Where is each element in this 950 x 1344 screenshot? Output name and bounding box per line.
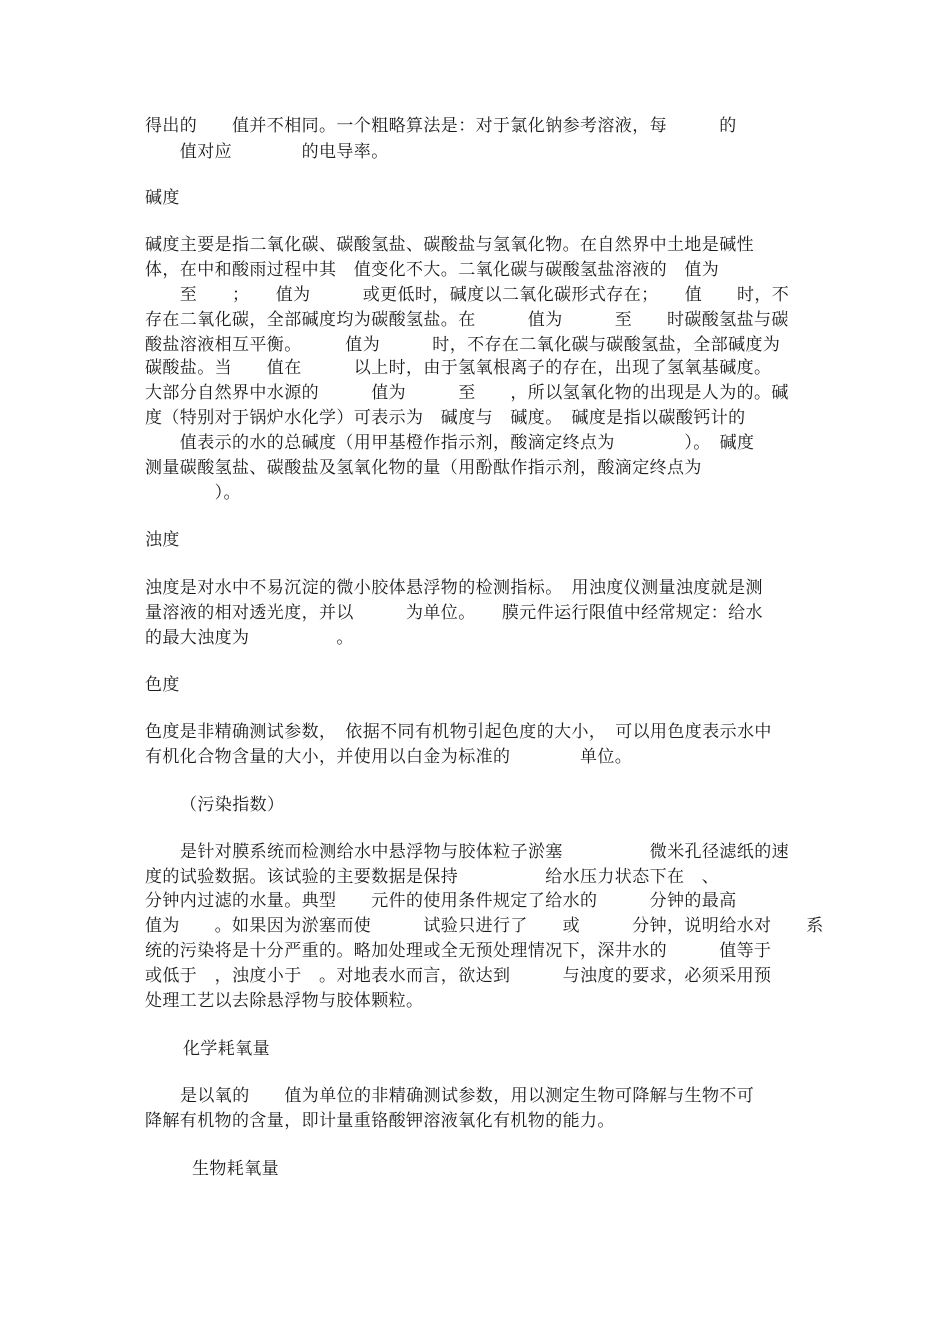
text-line: 处理工艺以去除悬浮物与胶体颗粒。 [145,991,424,1011]
text-line: 存在二氧化碳，全部碱度均为碳酸氢盐。在 值为 至 时碳酸氢盐与碳 [145,310,789,330]
text-line: 浊度是对水中不易沉淀的微小胶体悬浮物的检测指标。 用浊度仪测量浊度就是测 [145,578,763,598]
section-heading-color: 色度 [145,675,180,695]
section-heading-turbidity: 浊度 [145,530,180,550]
text-line: 测量碳酸氢盐、碳酸盐及氢氧化物的量（用酚酞作指示剂，酸滴定终点为 [145,458,702,478]
text-line: 值对应 的电导率。 [145,142,389,162]
section-heading-alkalinity: 碱度 [145,188,180,208]
text-line: 统的污染将是十分严重的。略加处理或全无预处理情况下，深井水的 值等于 [145,941,772,961]
text-line: 值表示的水的总碱度（用甲基橙作指示剂，酸滴定终点为 ）。 碱度 [145,433,755,453]
text-line: 值为 。如果因为淤塞而使 试验只进行了 或 分钟，说明给水对 系 [145,916,824,936]
text-line: 是以氧的 值为单位的非精确测试参数，用以测定生物可降解与生物不可 [180,1086,755,1106]
text-line: 量溶液的相对透光度，并以 为单位。 膜元件运行限值中经常规定：给水 [145,603,763,623]
text-line: 色度是非精确测试参数， 依据不同有机物引起色度的大小， 可以用色度表示水中 [145,722,772,742]
text-line: 或低于 ，浊度小于 。对地表水而言，欲达到 与浊度的要求，必须采用预 [145,966,772,986]
text-line: 度的试验数据。该试验的主要数据是保持 给水压力状态下在 、 [145,867,729,887]
text-line: 的最大浊度为 。 [145,628,354,648]
text-line: 得出的 值并不相同。一个粗略算法是：对于氯化钠参考溶液，每 的 [145,116,737,136]
text-line: 度（特别对于锅炉水化学）可表示为 碱度与 碱度。 碱度是指以碳酸钙计的 [145,408,746,428]
text-line: 分钟内过滤的水量。典型 元件的使用条件规定了给水的 分钟的最高 [145,891,737,911]
text-line: 是针对膜系统而检测给水中悬浮物与胶体粒子淤塞 微米孔径滤纸的速 [180,842,789,862]
text-line: 大部分自然界中水源的 值为 至 ，所以氢氧化物的出现是人为的。碱 [145,383,789,403]
section-heading-bod: 生物耗氧量 [192,1159,279,1179]
section-heading-sdi: （污染指数） [180,795,285,815]
text-line: 有机化合物含量的大小，并使用以白金为标准的 单位。 [145,747,633,767]
text-line: 至 ； 值为 或更低时，碱度以二氧化碳形式存在； 值 时，不 [145,285,790,305]
section-heading-cod: 化学耗氧量 [183,1039,270,1059]
text-line: 降解有机物的含量，即计量重铬酸钾溶液氧化有机物的能力。 [145,1111,615,1131]
text-line: 酸盐溶液相互平衡。 值为 时，不存在二氧化碳与碳酸氢盐，全部碱度为 [145,335,781,355]
text-line: ）。 [145,483,241,503]
text-line: 碳酸盐。当 值在 以上时，由于氢氧根离子的存在，出现了氢氧基碱度。 [145,358,772,378]
text-line: 碱度主要是指二氧化碳、碳酸氢盐、碳酸盐与氢氧化物。在自然界中土地是碱性 [145,235,754,255]
text-line: 体，在中和酸雨过程中其 值变化不大。二氧化碳与碳酸氢盐溶液的 值为 [145,260,720,280]
